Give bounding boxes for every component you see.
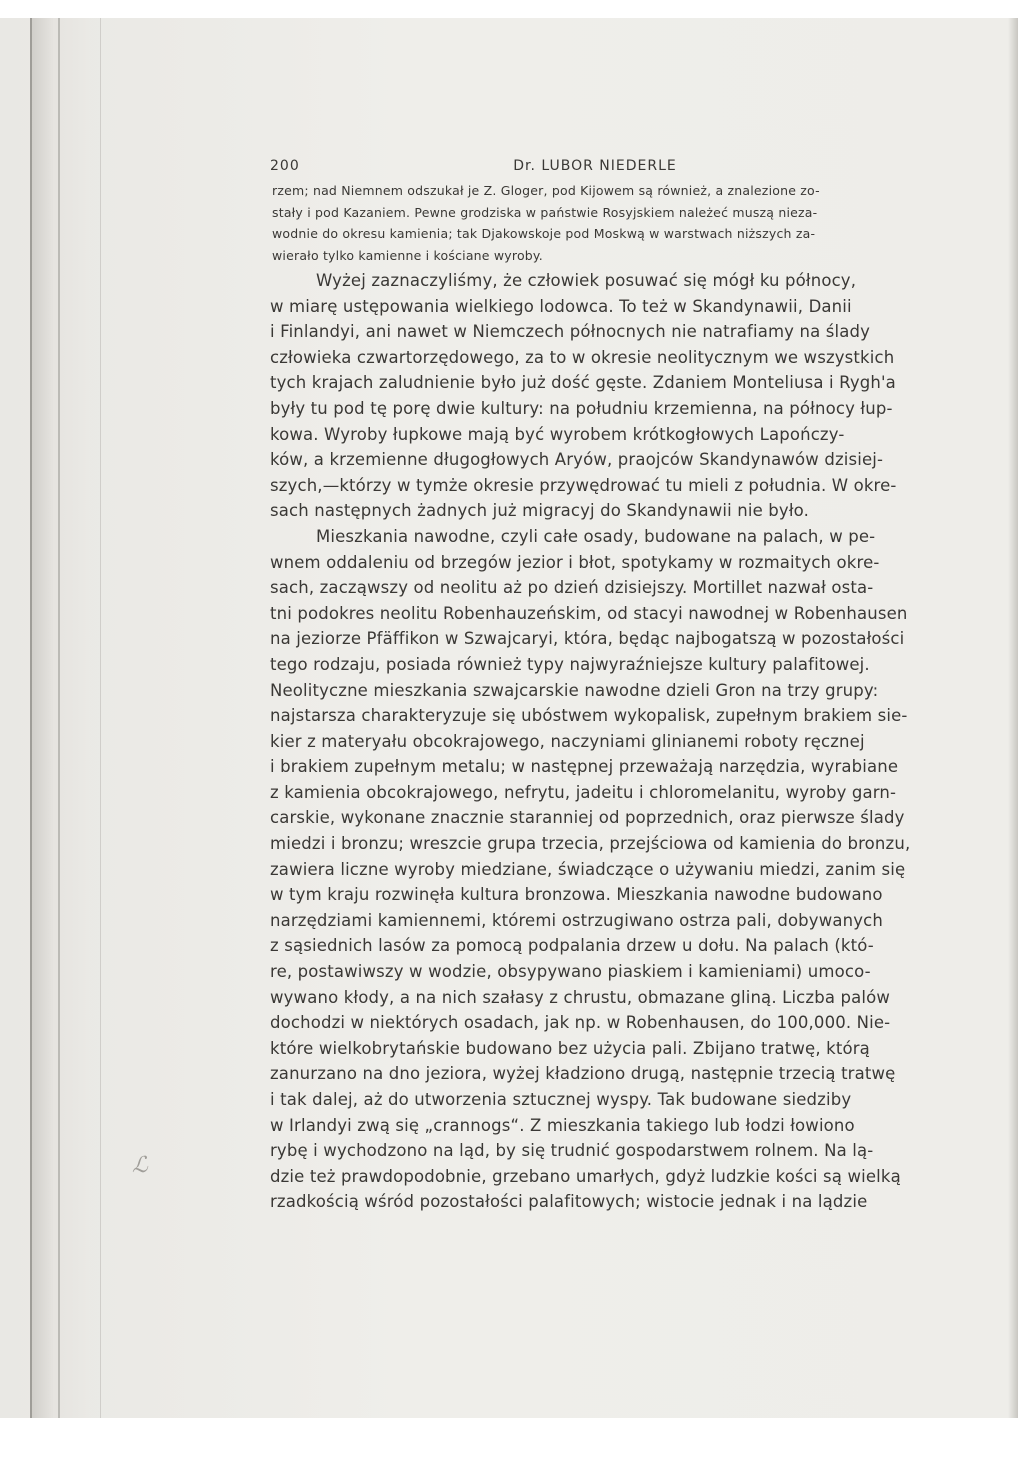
body-line: wywano kłody, a na nich szałasy z chrustu, obmazane gliną. Liczba palów bbox=[270, 987, 891, 1007]
body-line: i tak dalej, aż do utworzenia sztucznej wyspy. Tak budowane siedziby bbox=[270, 1090, 852, 1109]
body-line: miedzi i bronzu; wreszcie grupa trzecia, przejściowa od kamienia do bronzu, bbox=[270, 834, 911, 854]
page-number: 200 bbox=[270, 158, 300, 174]
footnote-line: rzem; nad Niemnem odszukał je Z. Gloger, pod Kijowem są również, a znalezione zo- bbox=[272, 183, 820, 198]
binding-edge-line bbox=[100, 18, 101, 1418]
body-line: najstarsza charakteryzuje się ubóstwem wykopalisk, zupełnym brakiem sie- bbox=[270, 706, 908, 726]
body-line: zawiera liczne wyroby miedziane, świadczące o używaniu miedzi, zanim się bbox=[270, 859, 906, 879]
body-line: w Irlandyi zwą się „crannogs“. Z mieszkania takiego lub łodzi łowiono bbox=[270, 1115, 855, 1135]
page-right-edge bbox=[1008, 18, 1018, 1418]
body-text bbox=[270, 268, 930, 1215]
binding-edge-line bbox=[58, 18, 60, 1418]
body-line: z sąsiednich lasów za pomocą podpalania drzew u dołu. Na palach (któ- bbox=[270, 936, 874, 956]
body-line: sach, zacząwszy od neolitu aż po dzień dzisiejszy. Mortillet nazwał osta- bbox=[270, 578, 874, 598]
body-line: rzadkością wśród pozostałości palafitowych; wistocie jednak i na lądzie bbox=[270, 1192, 868, 1212]
body-line: które wielkobrytańskie budowano bez użycia pali. Zbijano tratwę, którą bbox=[270, 1038, 870, 1058]
footnote-line: stały i pod Kazaniem. Pewne grodziska w państwie Rosyjskiem należeć muszą nieza- bbox=[272, 204, 818, 220]
body-line: zanurzano na dno jeziora, wyżej kładziono drugą, następnie trzecią tratwę bbox=[270, 1064, 896, 1084]
body-line: i brakiem zupełnym metalu; w następnej przeważają narzędzia, wyrabiane bbox=[270, 757, 899, 777]
body-line: kier z materyału obcokrajowego, naczyniami glinianemi roboty ręcznej bbox=[270, 731, 865, 751]
body-line: Neolityczne mieszkania szwajcarskie nawodne dzieli Gron na trzy grupy: bbox=[270, 680, 879, 700]
body-line: carskie, wykonane znacznie staranniej od poprzednich, oraz pierwsze ślady bbox=[270, 808, 905, 828]
body-line: Mieszkania nawodne, czyli całe osady, budowane na palach, w pe- bbox=[316, 526, 876, 546]
running-title: Dr. LUBOR NIEDERLE bbox=[513, 158, 677, 174]
body-line: sach następnych żadnych już migracyj do Skandynawii nie było. bbox=[270, 501, 810, 521]
body-line: i Finlandyi, ani nawet w Niemczech północnych nie natrafiamy na ślady bbox=[270, 322, 871, 342]
body-line: tni podokres neolitu Robenhauzeńskim, od stacyi nawodnej w Robenhausen bbox=[270, 603, 908, 623]
body-line: z kamienia obcokrajowego, nefrytu, jadeitu i chloromelanitu, wyroby garn- bbox=[270, 782, 897, 802]
body-line: ków, a krzemienne długogłowych Aryów, praojców Skandynawów dzisiej- bbox=[270, 450, 884, 470]
body-line: rybę i wychodzono na ląd, by się trudnić gospodarstwem rolnem. Na lą- bbox=[270, 1141, 874, 1161]
body-line: w miarę ustępowania wielkiego lodowca. To też w Skandynawii, Danii bbox=[270, 296, 852, 316]
body-line: re, postawiwszy w wodzie, obsypywano piaskiem i kamieniami) umoco- bbox=[270, 962, 871, 982]
footnote bbox=[272, 180, 930, 266]
page-header bbox=[260, 136, 930, 176]
footnote-line: wodnie do okresu kamienia; tak Djakowskoje pod Moskwą w warstwach niższych za- bbox=[272, 226, 816, 241]
body-line: Wyżej zaznaczyliśmy, że człowiek posuwać się mógł ku północy, bbox=[316, 271, 857, 290]
body-line: szych,—którzy w tymże okresie przywędrować tu mieli z południa. W okre- bbox=[270, 475, 897, 495]
binding-edge-line bbox=[30, 18, 32, 1418]
scanned-page bbox=[0, 18, 1018, 1418]
body-line: wnem oddaleniu od brzegów jezior i błot, spotykamy w rozmaitych okre- bbox=[270, 552, 880, 572]
pencil-mark: ℒ bbox=[132, 1153, 148, 1178]
body-line: na jeziorze Pfäffikon w Szwajcaryi, która, będąc najbogatszą w pozostałości bbox=[270, 629, 905, 649]
footnote-line: wierało tylko kamienne i kościane wyroby. bbox=[272, 247, 543, 263]
body-line: kowa. Wyroby łupkowe mają być wyrobem krótkogłowych Lapończy- bbox=[270, 424, 845, 444]
binding-shadow bbox=[30, 18, 90, 1418]
body-line: dzie też prawdopodobnie, grzebano umarłych, gdyż ludzkie kości są wielką bbox=[270, 1166, 901, 1186]
body-line: narzędziami kamiennemi, któremi ostrzugiwano ostrza pali, dobywanych bbox=[270, 910, 883, 930]
body-line: w tym kraju rozwinęła kultura bronzowa. Mieszkania nawodne budowano bbox=[270, 885, 883, 905]
page-content bbox=[260, 136, 930, 1215]
body-line: tego rodzaju, posiada również typy najwyraźniejsze kultury palafitowej. bbox=[270, 654, 870, 674]
body-line: człowieka czwartorzędowego, za to w okresie neolitycznym we wszystkich bbox=[270, 347, 895, 367]
body-line: były tu pod tę porę dwie kultury: na południu krzemienna, na północy łup- bbox=[270, 398, 893, 418]
body-line: dochodzi w niektórych osadach, jak np. w Robenhausen, do 100,000. Nie- bbox=[270, 1013, 891, 1033]
body-line: tych krajach zaludnienie było już dość gęste. Zdaniem Monteliusa i Rygh'a bbox=[270, 373, 896, 393]
